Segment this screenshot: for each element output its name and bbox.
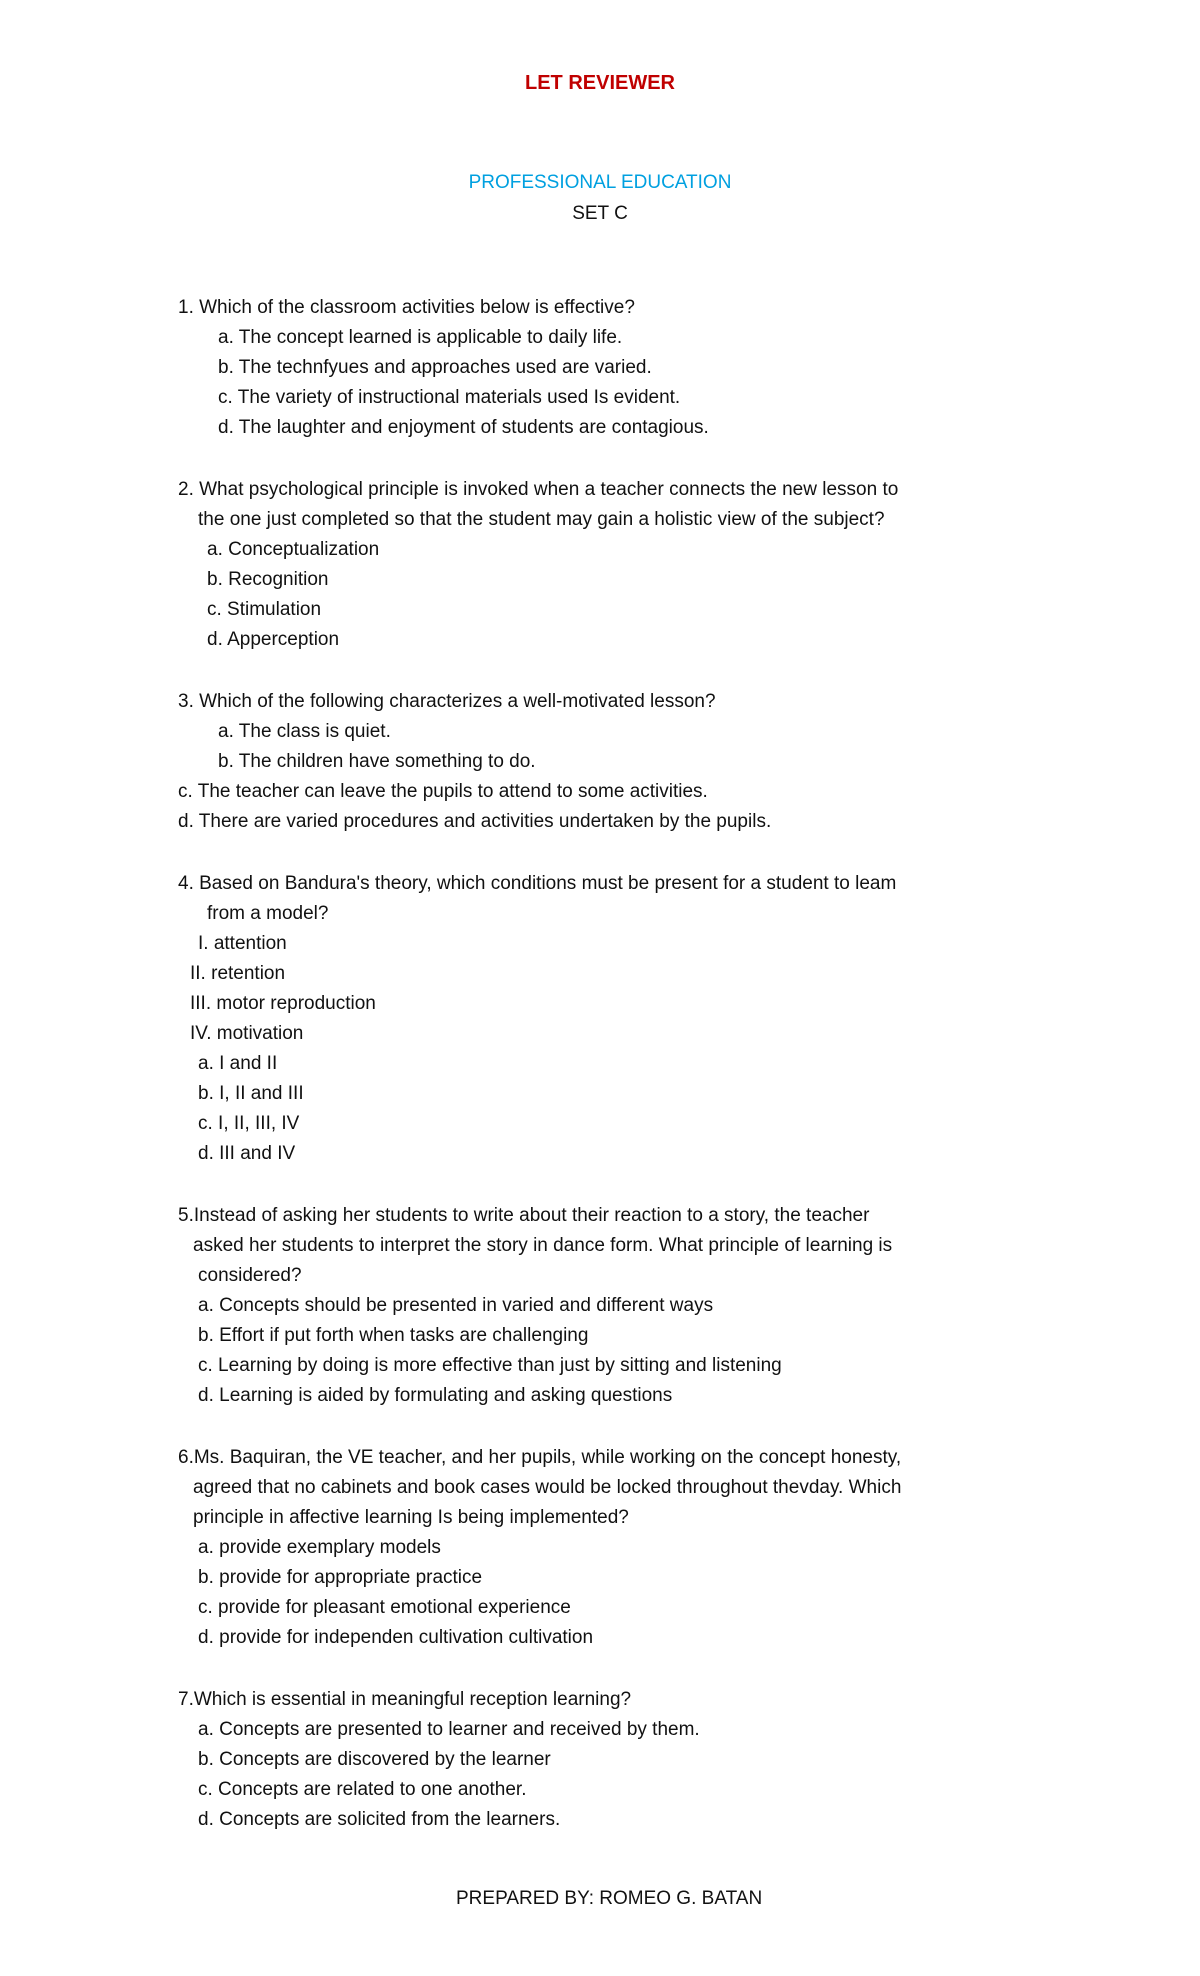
question-7-choice-a: a. Concepts are presented to learner and received by them. — [198, 1719, 700, 1740]
question-1-line-1: 1. Which of the classroom activities below is effective? — [178, 297, 635, 318]
question-4-choice-c: c. I, II, III, IV — [198, 1113, 300, 1134]
question-5-line-1: 5.Instead of asking her students to write about their reaction to a story, the teacher — [178, 1205, 870, 1226]
question-7-choice-c: c. Concepts are related to one another. — [198, 1779, 527, 1800]
question-7-choice-d: d. Concepts are solicited from the learners. — [198, 1809, 561, 1830]
question-6-choice-c: c. provide for pleasant emotional experience — [198, 1597, 571, 1618]
question-5-choice-d: d. Learning is aided by formulating and asking questions — [198, 1385, 673, 1406]
question-1-choice-b: b. The technfyues and approaches used are varied. — [218, 357, 652, 378]
question-5-line-2: asked her students to interpret the story in dance form. What principle of learning is — [193, 1235, 893, 1256]
question-5-choice-a: a. Concepts should be presented in varied and different ways — [198, 1295, 714, 1316]
subject-heading: PROFESSIONAL EDUCATION — [468, 172, 732, 193]
question-4-item-3: III. motor reproduction — [190, 993, 376, 1014]
question-6-choice-d: d. provide for independen cultivation cultivation — [198, 1627, 594, 1648]
question-3-choice-d: d. There are varied procedures and activities undertaken by the pupils. — [178, 811, 772, 832]
question-2-choice-d: d. Apperception — [207, 629, 340, 650]
question-5-choice-b: b. Effort if put forth when tasks are challenging — [198, 1325, 589, 1346]
question-2-choice-b: b. Recognition — [207, 569, 329, 590]
document-title: LET REVIEWER — [524, 72, 675, 94]
question-2-choice-c: c. Stimulation — [207, 599, 322, 620]
prepared-by-footer: PREPARED BY: ROMEO G. BATAN — [456, 1888, 763, 1909]
question-6-choice-b: b. provide for appropriate practice — [198, 1567, 483, 1588]
question-5-line-3: considered? — [198, 1265, 302, 1286]
question-4-line-1: 4. Based on Bandura's theory, which conditions must be present for a student to leam — [178, 873, 897, 894]
question-4-item-2: II. retention — [190, 963, 286, 984]
question-2-line-1: 2. What psychological principle is invoked when a teacher connects the new lesson to — [178, 479, 899, 500]
question-7-choice-b: b. Concepts are discovered by the learner — [198, 1749, 551, 1770]
question-4-item-1: I. attention — [198, 933, 287, 954]
question-6-line-1: 6.Ms. Baquiran, the VE teacher, and her pupils, while working on the concept honesty, — [178, 1447, 902, 1468]
question-5-choice-c: c. Learning by doing is more effective than just by sitting and listening — [198, 1355, 782, 1376]
question-2-choice-a: a. Conceptualization — [207, 539, 380, 560]
question-3-choice-a: a. The class is quiet. — [218, 721, 391, 742]
set-label: SET C — [572, 203, 628, 224]
question-3-line-1: 3. Which of the following characterizes a well-motivated lesson? — [178, 691, 716, 712]
question-4-line-2: from a model? — [207, 903, 329, 924]
question-6-line-3: principle in affective learning Is being implemented? — [193, 1507, 629, 1528]
question-1-choice-a: a. The concept learned is applicable to daily life. — [218, 327, 623, 348]
question-3-choice-c: c. The teacher can leave the pupils to attend to some activities. — [178, 781, 708, 802]
question-6-choice-a: a. provide exemplary models — [198, 1537, 441, 1558]
question-4-choice-b: b. I, II and III — [198, 1083, 304, 1104]
question-7-line-1: 7.Which is essential in meaningful reception learning? — [178, 1689, 632, 1710]
question-1-choice-d: d. The laughter and enjoyment of students are contagious. — [218, 417, 709, 438]
question-4-choice-a: a. I and II — [198, 1053, 278, 1074]
question-3-choice-b: b. The children have something to do. — [218, 751, 536, 772]
question-4-choice-d: d. III and IV — [198, 1143, 296, 1164]
question-2-line-2: the one just completed so that the student may gain a holistic view of the subject? — [198, 509, 885, 530]
question-4-item-4: IV. motivation — [190, 1023, 304, 1044]
question-1-choice-c: c. The variety of instructional materials used Is evident. — [218, 387, 681, 408]
question-6-line-2: agreed that no cabinets and book cases would be locked throughout thevday. Which — [193, 1477, 902, 1498]
